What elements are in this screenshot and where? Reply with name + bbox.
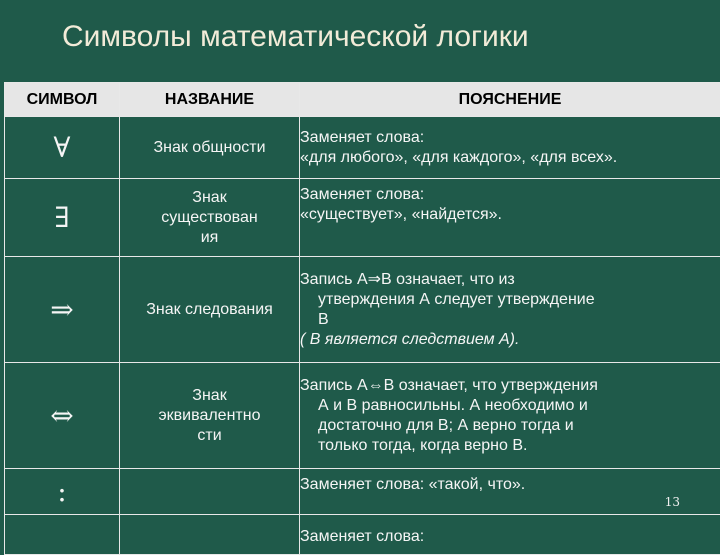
row-explanation	[300, 469, 720, 515]
table-row	[5, 117, 720, 179]
row-name	[120, 257, 300, 363]
name-line: Знак общности	[120, 138, 299, 158]
explanation-line: Запись A⇔B означает, что утверждения	[300, 376, 720, 396]
name-line: сти	[120, 426, 299, 446]
name-line: Знак следования	[120, 300, 299, 320]
explanation-line: Заменяет слова: «такой, что».	[300, 475, 720, 495]
explanation-line: «для любого», «для каждого», «для всех».	[300, 148, 720, 168]
row-name	[120, 179, 300, 257]
page-number: 13	[665, 492, 680, 512]
table-row	[5, 363, 720, 469]
row-name	[120, 363, 300, 469]
row-explanation	[300, 179, 720, 257]
symbol-forall: ∀	[5, 117, 120, 179]
explanation-line: Заменяет слова:	[300, 128, 720, 148]
header-explanation: ПОЯСНЕНИЕ	[300, 83, 720, 117]
table-row	[5, 257, 720, 363]
name-line: ия	[120, 228, 299, 248]
logic-symbols-table	[4, 82, 720, 555]
row-explanation	[300, 117, 720, 179]
symbol-cell	[5, 515, 120, 555]
row-explanation	[300, 363, 720, 469]
row-name	[120, 469, 300, 515]
name-line: существован	[120, 208, 299, 228]
name-line: Знак	[120, 386, 299, 406]
symbol-such-that: :	[5, 469, 120, 515]
explanation-line: «существует», «найдется».	[300, 205, 720, 225]
table-row	[5, 469, 720, 515]
table-row	[5, 515, 720, 555]
explanation-line: А и В равносильны. А необходимо и	[300, 396, 720, 416]
explanation-line: достаточно для В; А верно тогда и	[300, 416, 720, 436]
table-row	[5, 179, 720, 257]
explanation-line: ( В является следствием А).	[300, 330, 720, 350]
row-explanation	[300, 257, 720, 363]
row-name	[120, 117, 300, 179]
explanation-line: Заменяет слова:	[300, 185, 720, 205]
explanation-line: Запись A⇒B означает, что из	[300, 270, 720, 290]
explanation-line: Заменяет слова:	[300, 527, 720, 547]
name-line: Знак	[120, 188, 299, 208]
name-line: эквивалентно	[120, 406, 299, 426]
explanation-line: В	[300, 310, 720, 330]
symbol-implies: ⇒	[5, 257, 120, 363]
symbol-equivalent: ⇔	[5, 363, 120, 469]
explanation-line: только тогда, когда верно В.	[300, 436, 720, 456]
row-explanation	[300, 515, 720, 555]
header-name: НАЗВАНИЕ	[120, 83, 300, 117]
header-symbol: СИМВОЛ	[5, 83, 120, 117]
row-name	[120, 515, 300, 555]
explanation-line: утверждения А следует утверждение	[300, 290, 720, 310]
symbol-exists: ∃	[5, 179, 120, 257]
slide-title: Символы математической логики	[62, 20, 529, 54]
table-header-row	[5, 83, 720, 117]
